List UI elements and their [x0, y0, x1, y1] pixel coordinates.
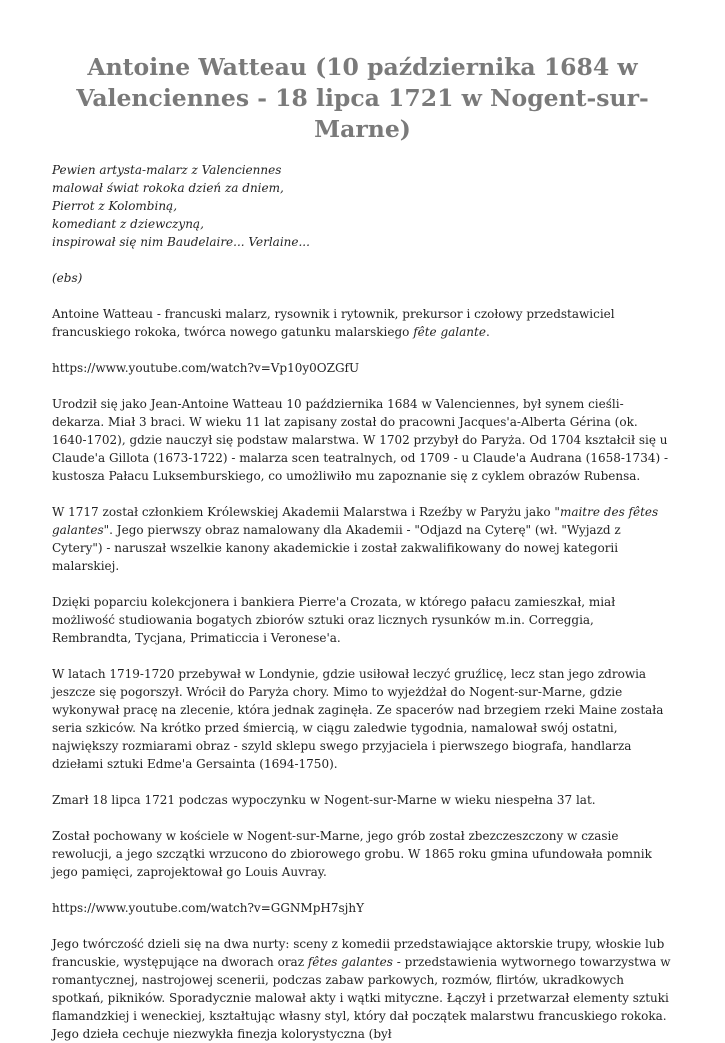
academy-end: ". Jego pierwszy obraz namalowany dla Akademii - "Odjazd na Cyterę" (wł. "Wyjazd z Cytery") - naruszał wszelkie kanony akademickie i został zakwalifikowany do nowej kategorii malarskiej. [52, 523, 621, 573]
poem-line: Pewien artysta-malarz z Valenciennes [52, 163, 282, 177]
poem-line: malował świat rokoka dzień za dniem, [52, 181, 284, 195]
birth-paragraph: Urodził się jako Jean-Antoine Watteau 10 października 1684 w Valenciennes, był synem cieśli-dekarza. Miał 3 braci. W wieku 11 lat zapisany został do pracowni Jacques'a-Alberta Gérina (ok. 1640-1702), gdzie nauczył się podstaw malarstwa. W 1702 przybył do Paryża. Od 1704 kształcił się u Claude'a Gillota (1673-1722) - malarza scen teatralnych, od 1709 - u Claude'a Audrana (1658-1734) - kustosza Pałacu Luksemburskiego, co umożliwiło mu zapoznanie się z cyklem obrazów Rubensa. [52, 397, 669, 483]
youtube-link-1[interactable]: https://www.youtube.com/watch?v=Vp10y0OZGfU [52, 361, 360, 375]
death-paragraph: Zmarł 18 lipca 1721 podczas wypoczynku w Nogent-sur-Marne w wieku niespełna 37 lat. [52, 793, 596, 807]
intro-term: fête galante [413, 325, 486, 339]
poem-line: inspirował się nim Baudelaire... Verlaine... [52, 235, 310, 249]
poem [52, 161, 673, 251]
london-paragraph: W latach 1719-1720 przebywał w Londynie, gdzie usiłował leczyć gruźlicę, lecz stan jego zdrowia jeszcze się pogorszył. Wrócił do Paryża chory. Mimo to wyjeżdżał do Nogent-sur-Marne, gdzie wykonywał pracę na zlecenie, która jednak zaginęła. Ze spacerów nad brzegiem rzeki Maine została seria szkiców. Na krótko przed śmiercią, w ciągu zaledwie tygodnia, namalował swój ostatni, największy rozmiarami obraz - szyld sklepu swego przyjaciela i pierwszego biografa, handlarza dziełami sztuki Edme'a Gersainta (1694-1750). [52, 667, 664, 771]
intro-text: Antoine Watteau - francuski malarz, rysownik i rytownik, prekursor i czołowy przedstawiciel francuskiego rokoka, twórca nowego gatunku malarskiego [52, 307, 615, 339]
poem-signature: (ebs) [52, 271, 83, 285]
burial-paragraph: Został pochowany w kościele w Nogent-sur-Marne, jego grób został zbezczeszczony w czasie rewolucji, a jego szczątki wrzucono do zbiorowego grobu. W 1865 roku gmina ufundowała pomnik jego pamięci, zaprojektował go Louis Auvray. [52, 829, 652, 879]
intro-end: . [485, 325, 490, 339]
academy-paragraph [52, 503, 673, 575]
work-text: Jego twórczość dzieli się na dwa nurty: sceny z komedii przedstawiające aktorskie trupy, włoskie lub francuskie, występujące na dworach oraz [52, 937, 665, 969]
poem-line: komediant z dziewczyną, [52, 217, 204, 231]
academy-text: W 1717 został członkiem Królewskiej Akademii Malarstwa i Rzeźby w Paryżu jako " [52, 505, 560, 519]
academy-term: maitre des fêtes galantes [52, 505, 659, 537]
poem-line: Pierrot z Kolombiną, [52, 199, 178, 213]
page-title: Antoine Watteau (10 października 1684 w Valenciennes - 18 lipca 1721 w Nogent-sur-Marne) [76, 53, 649, 143]
work-term: fêtes galantes [307, 955, 393, 969]
youtube-link-2[interactable]: https://www.youtube.com/watch?v=GGNMpH7sjhY [52, 901, 365, 915]
work-end: - przedstawienia wytwornego towarzystwa w romantycznej, nastrojowej scenerii, podczas zabaw parkowych, rozmów, flirtów, ukradkowych spotkań, pikników. Sporadycznie malował akty i wątki mityczne. Łączył i przetwarzał elementy sztuki flamandzkiej i weneckiej, kształtując własny styl, który dał początek malarstwu francuskiego rokoka. Jego dzieła cechuje niezwykła finezja kolorystyczna (był [52, 955, 671, 1041]
crozat-paragraph: Dzięki poparciu kolekcjonera i bankiera Pierre'a Crozata, w którego pałacu zamieszkał, miał możliwość studiowania bogatych zbiorów sztuki oraz licznych rysunków m.in. Correggia, Rembrandta, Tycjana, Primaticcia i Veronese'a. [52, 595, 616, 645]
intro-paragraph [52, 305, 673, 341]
work-paragraph [52, 935, 673, 1043]
